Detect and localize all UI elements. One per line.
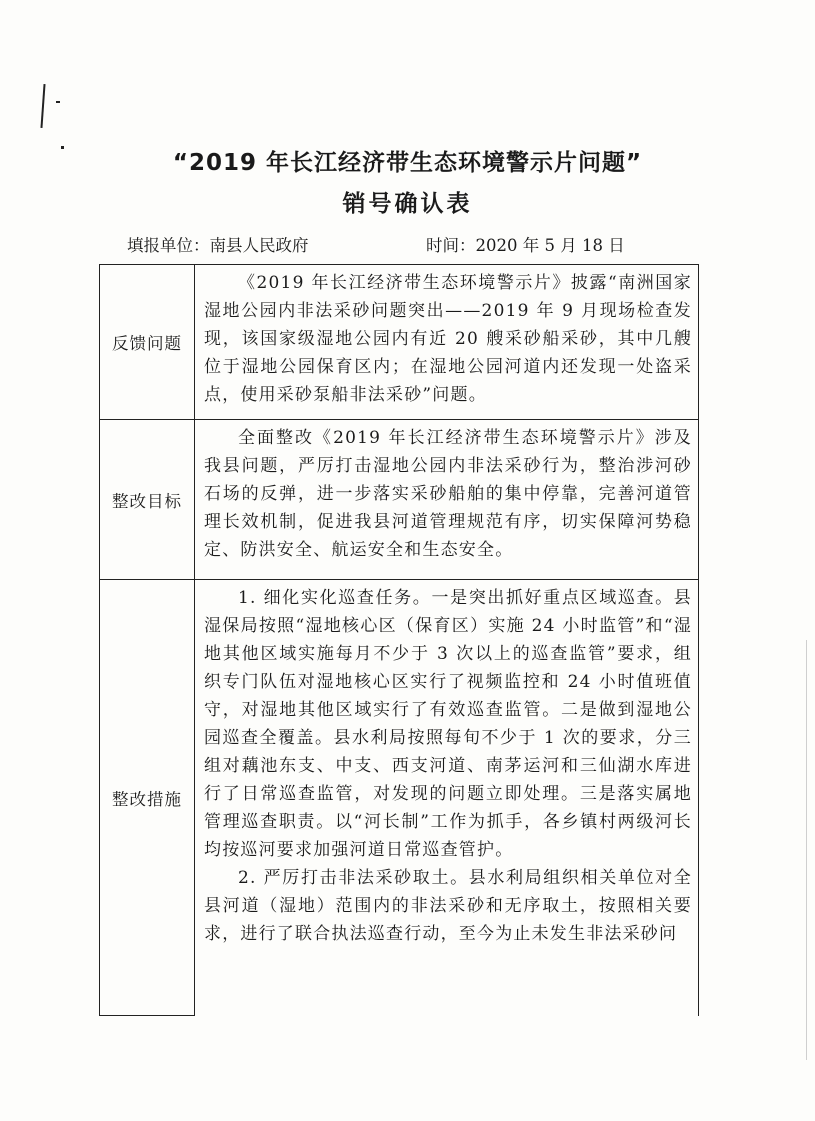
row-content	[195, 580, 699, 1016]
table-row-goal	[100, 420, 699, 580]
scan-dot-mark	[56, 101, 60, 103]
row-content	[195, 420, 699, 580]
scan-pen-mark	[40, 84, 45, 128]
table-row-measures	[100, 580, 699, 1016]
scan-edge-line	[806, 640, 807, 1060]
table-row-feedback	[100, 265, 699, 420]
row-label: 整改措施	[100, 580, 195, 1016]
row-label: 整改目标	[100, 420, 195, 580]
confirmation-table	[99, 264, 699, 1016]
scan-dot-mark	[61, 146, 64, 149]
filing-unit: 填报单位：南县人民政府	[127, 236, 309, 255]
document-subtitle: 销号确认表	[342, 191, 473, 217]
content-paragraph: 全面整改《2019 年长江经济带生态环境警示片》涉及我县问题，严厉打击湿地公园内非法采砂行为，整治涉河砂石场的反弹，进一步落实采砂船舶的集中停靠，完善河道管理长效机制，促进我县河道管理规范有序，切实保障河势稳定、防洪安全、航运安全和生态安全。	[204, 428, 692, 560]
filing-date: 时间：2020 年 5 月 18 日	[426, 236, 625, 255]
content-paragraph: 《2019 年长江经济带生态环境警示片》披露“南洲国家湿地公园内非法采砂问题突出——2019 年 9 月现场检查发现，该国家级湿地公园内有近 20 艘采砂船采砂，其中几艘位于湿地公园保育区内；在湿地公园河道内还发现一处盗采点，使用采砂泵船非法采砂”问题。	[204, 273, 692, 405]
document-title: “2019 年长江经济带生态环境警示片问题”	[172, 150, 643, 176]
row-label: 反馈问题	[100, 265, 195, 420]
content-paragraph: 2. 严厉打击非法采砂取土。县水利局组织相关单位对全县河道（湿地）范围内的非法采砂和无序取土，按照相关要求，进行了联合执法巡查行动，至今为止未发生非法采砂问	[204, 868, 692, 944]
content-paragraph: 1. 细化实化巡查任务。一是突出抓好重点区域巡查。县湿保局按照“湿地核心区（保育区）实施 24 小时监管”和“湿地其他区域实施每月不少于 3 次以上的巡查监管”要求，组织专门队伍对湿地核心区实行了视频监控和 24 小时值班值守，对湿地其他区域实行了有效巡查监管。二是做到湿地公园巡查全覆盖。县水利局按照每旬不少于 1 次的要求，分三组对藕池东支、中支、西支河道、南茅运河和三仙湖水库进行了日常巡查监管，对发现的问题立即处理。三是落实属地管理巡查职责。以“河长制”工作为抓手，各乡镇村两级河长均按巡河要求加强河道日常巡查管护。	[204, 588, 692, 860]
row-content	[195, 265, 699, 420]
